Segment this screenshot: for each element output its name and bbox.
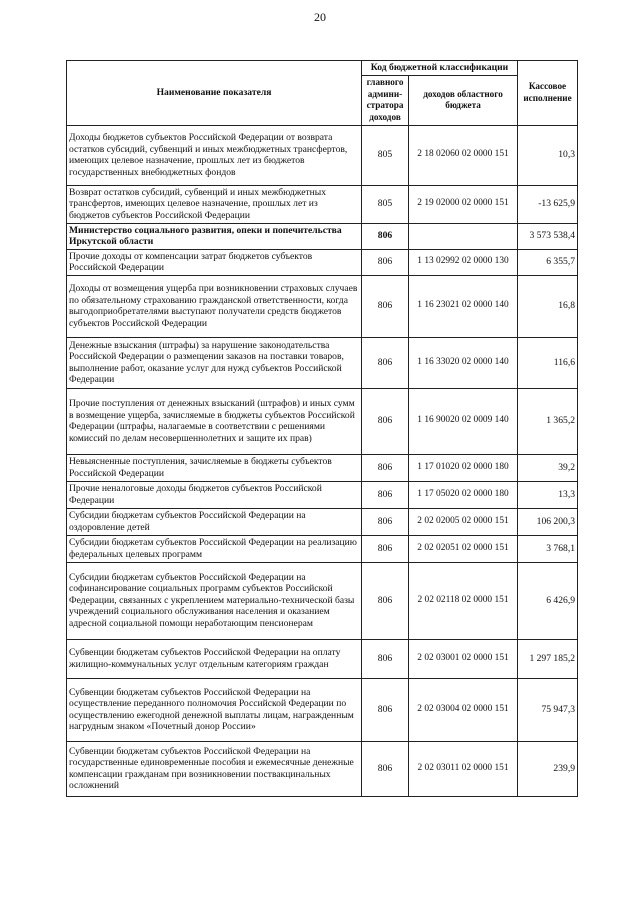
admin-code: 806 bbox=[362, 481, 409, 508]
table-row bbox=[67, 562, 578, 639]
indicator-name: Субсидии бюджетам субъектов Российской Федерации на оздоровление детей bbox=[67, 508, 362, 535]
indicator-name: Субвенции бюджетам субъектов Российской Федерации на осуществление переданного полномочия Российской Федерации по осуществлению ежегодной денежной выплаты лицам, награжденным нагрудным знаком «Почетный донор России» bbox=[67, 678, 362, 741]
budget-code: 2 02 03011 02 0000 151 bbox=[409, 741, 518, 796]
admin-code: 806 bbox=[362, 741, 409, 796]
admin-code: 806 bbox=[362, 508, 409, 535]
budget-code: 1 13 02992 02 0000 130 bbox=[409, 249, 518, 275]
cash-amount: 75 947,3 bbox=[518, 678, 578, 741]
indicator-name: Субвенции бюджетам субъектов Российской Федерации на оплату жилищно-коммунальных услуг отдельным категориям граждан bbox=[67, 639, 362, 678]
indicator-name: Возврат остатков субсидий, субвенций и иных межбюджетных трансфертов, имеющих целевое назначение, прошлых лет из бюджетов субъектов Российской Федерации bbox=[67, 185, 362, 223]
admin-code: 806 bbox=[362, 639, 409, 678]
cash-amount: 6 355,7 bbox=[518, 249, 578, 275]
header-income-column: доходов областного бюджета bbox=[409, 75, 518, 125]
indicator-name: Невыясненные поступления, зачисляемые в бюджеты субъектов Российской Федерации bbox=[67, 454, 362, 481]
indicator-name: Доходы от возмещения ущерба при возникновении страховых случаев по обязательному страхованию гражданской ответственности, когда выгодоприобретателями выступают получатели средств бюджетов субъектов Российской Федерации bbox=[67, 275, 362, 337]
budget-table bbox=[66, 60, 578, 797]
cash-amount: 3 768,1 bbox=[518, 535, 578, 562]
admin-code: 806 bbox=[362, 223, 409, 249]
table-row bbox=[67, 481, 578, 508]
indicator-name: Субсидии бюджетам субъектов Российской Федерации на софинансирование социальных программ субъектов Российской Федерации, связанных с укреплением материально-технической базы учреждений социального обслуживания населения и оказанием адресной социальной помощи неработающим пенсионерам bbox=[67, 562, 362, 639]
budget-code bbox=[409, 223, 518, 249]
budget-code: 1 16 23021 02 0000 140 bbox=[409, 275, 518, 337]
table-row bbox=[67, 454, 578, 481]
budget-code: 2 18 02060 02 0000 151 bbox=[409, 125, 518, 185]
admin-code: 806 bbox=[362, 249, 409, 275]
header-cash-column: Кассовое исполнение bbox=[518, 61, 578, 126]
header-classification-group: Код бюджетной классификации bbox=[362, 61, 518, 76]
budget-code: 1 17 01020 02 0000 180 bbox=[409, 454, 518, 481]
admin-code: 806 bbox=[362, 337, 409, 388]
table-row bbox=[67, 337, 578, 388]
table-row bbox=[67, 275, 578, 337]
header-name-column: Наименование показателя bbox=[67, 61, 362, 126]
admin-code: 806 bbox=[362, 678, 409, 741]
cash-amount: 239,9 bbox=[518, 741, 578, 796]
table-row bbox=[67, 388, 578, 454]
budget-code: 2 02 02005 02 0000 151 bbox=[409, 508, 518, 535]
admin-code: 806 bbox=[362, 275, 409, 337]
cash-amount: 16,8 bbox=[518, 275, 578, 337]
admin-code: 806 bbox=[362, 562, 409, 639]
budget-code: 2 19 02000 02 0000 151 bbox=[409, 185, 518, 223]
admin-code: 806 bbox=[362, 535, 409, 562]
table-row bbox=[67, 125, 578, 185]
admin-code: 806 bbox=[362, 388, 409, 454]
table-row-department bbox=[67, 223, 578, 249]
indicator-name: Денежные взыскания (штрафы) за нарушение законодательства Российской Федерации о размещении заказов на поставки товаров, выполнение работ, оказание услуг для нужд субъектов Российской Федерации bbox=[67, 337, 362, 388]
header-admin-column: главного админи-стратора доходов bbox=[362, 75, 409, 125]
indicator-name: Доходы бюджетов субъектов Российской Федерации от возврата остатков субсидий, субвенций и иных межбюджетных трансфертов, имеющих целевое назначение, прошлых лет из бюджетов государственных внебюджетных фондов bbox=[67, 125, 362, 185]
cash-amount: 116,6 bbox=[518, 337, 578, 388]
indicator-name: Субвенции бюджетам субъектов Российской Федерации на государственные единовременные пособия и ежемесячные денежные компенсации гражданам при возникновении поствакцинальных осложнений bbox=[67, 741, 362, 796]
budget-code: 2 02 02051 02 0000 151 bbox=[409, 535, 518, 562]
budget-code: 2 02 02118 02 0000 151 bbox=[409, 562, 518, 639]
indicator-name: Субсидии бюджетам субъектов Российской Федерации на реализацию федеральных целевых программ bbox=[67, 535, 362, 562]
table-row bbox=[67, 678, 578, 741]
table-row bbox=[67, 741, 578, 796]
table-body bbox=[67, 125, 578, 796]
budget-code: 1 16 33020 02 0000 140 bbox=[409, 337, 518, 388]
department-name: Министерство социального развития, опеки и попечительства Иркутской области bbox=[67, 223, 362, 249]
admin-code: 805 bbox=[362, 185, 409, 223]
table-row bbox=[67, 639, 578, 678]
table-row bbox=[67, 249, 578, 275]
budget-code: 1 16 90020 02 0009 140 bbox=[409, 388, 518, 454]
admin-code: 805 bbox=[362, 125, 409, 185]
cash-amount: 1 297 185,2 bbox=[518, 639, 578, 678]
cash-amount: 1 365,2 bbox=[518, 388, 578, 454]
indicator-name: Прочие доходы от компенсации затрат бюджетов субъектов Российской Федерации bbox=[67, 249, 362, 275]
cash-amount: -13 625,9 bbox=[518, 185, 578, 223]
budget-code: 2 02 03001 02 0000 151 bbox=[409, 639, 518, 678]
page-number: 20 bbox=[314, 10, 326, 24]
table-row bbox=[67, 508, 578, 535]
table-header bbox=[67, 61, 578, 126]
budget-code: 2 02 03004 02 0000 151 bbox=[409, 678, 518, 741]
cash-amount: 39,2 bbox=[518, 454, 578, 481]
indicator-name: Прочие неналоговые доходы бюджетов субъектов Российской Федерации bbox=[67, 481, 362, 508]
table-row bbox=[67, 185, 578, 223]
cash-amount: 3 573 538,4 bbox=[518, 223, 578, 249]
budget-code: 1 17 05020 02 0000 180 bbox=[409, 481, 518, 508]
admin-code: 806 bbox=[362, 454, 409, 481]
cash-amount: 10,3 bbox=[518, 125, 578, 185]
cash-amount: 13,3 bbox=[518, 481, 578, 508]
cash-amount: 6 426,9 bbox=[518, 562, 578, 639]
table-row bbox=[67, 535, 578, 562]
indicator-name: Прочие поступления от денежных взысканий (штрафов) и иных сумм в возмещение ущерба, зачисляемые в бюджеты субъектов Российской Федерации (штрафы, налагаемые в соответствии с решениями комиссий по делам несовершеннолетних и защите их прав) bbox=[67, 388, 362, 454]
cash-amount: 106 200,3 bbox=[518, 508, 578, 535]
